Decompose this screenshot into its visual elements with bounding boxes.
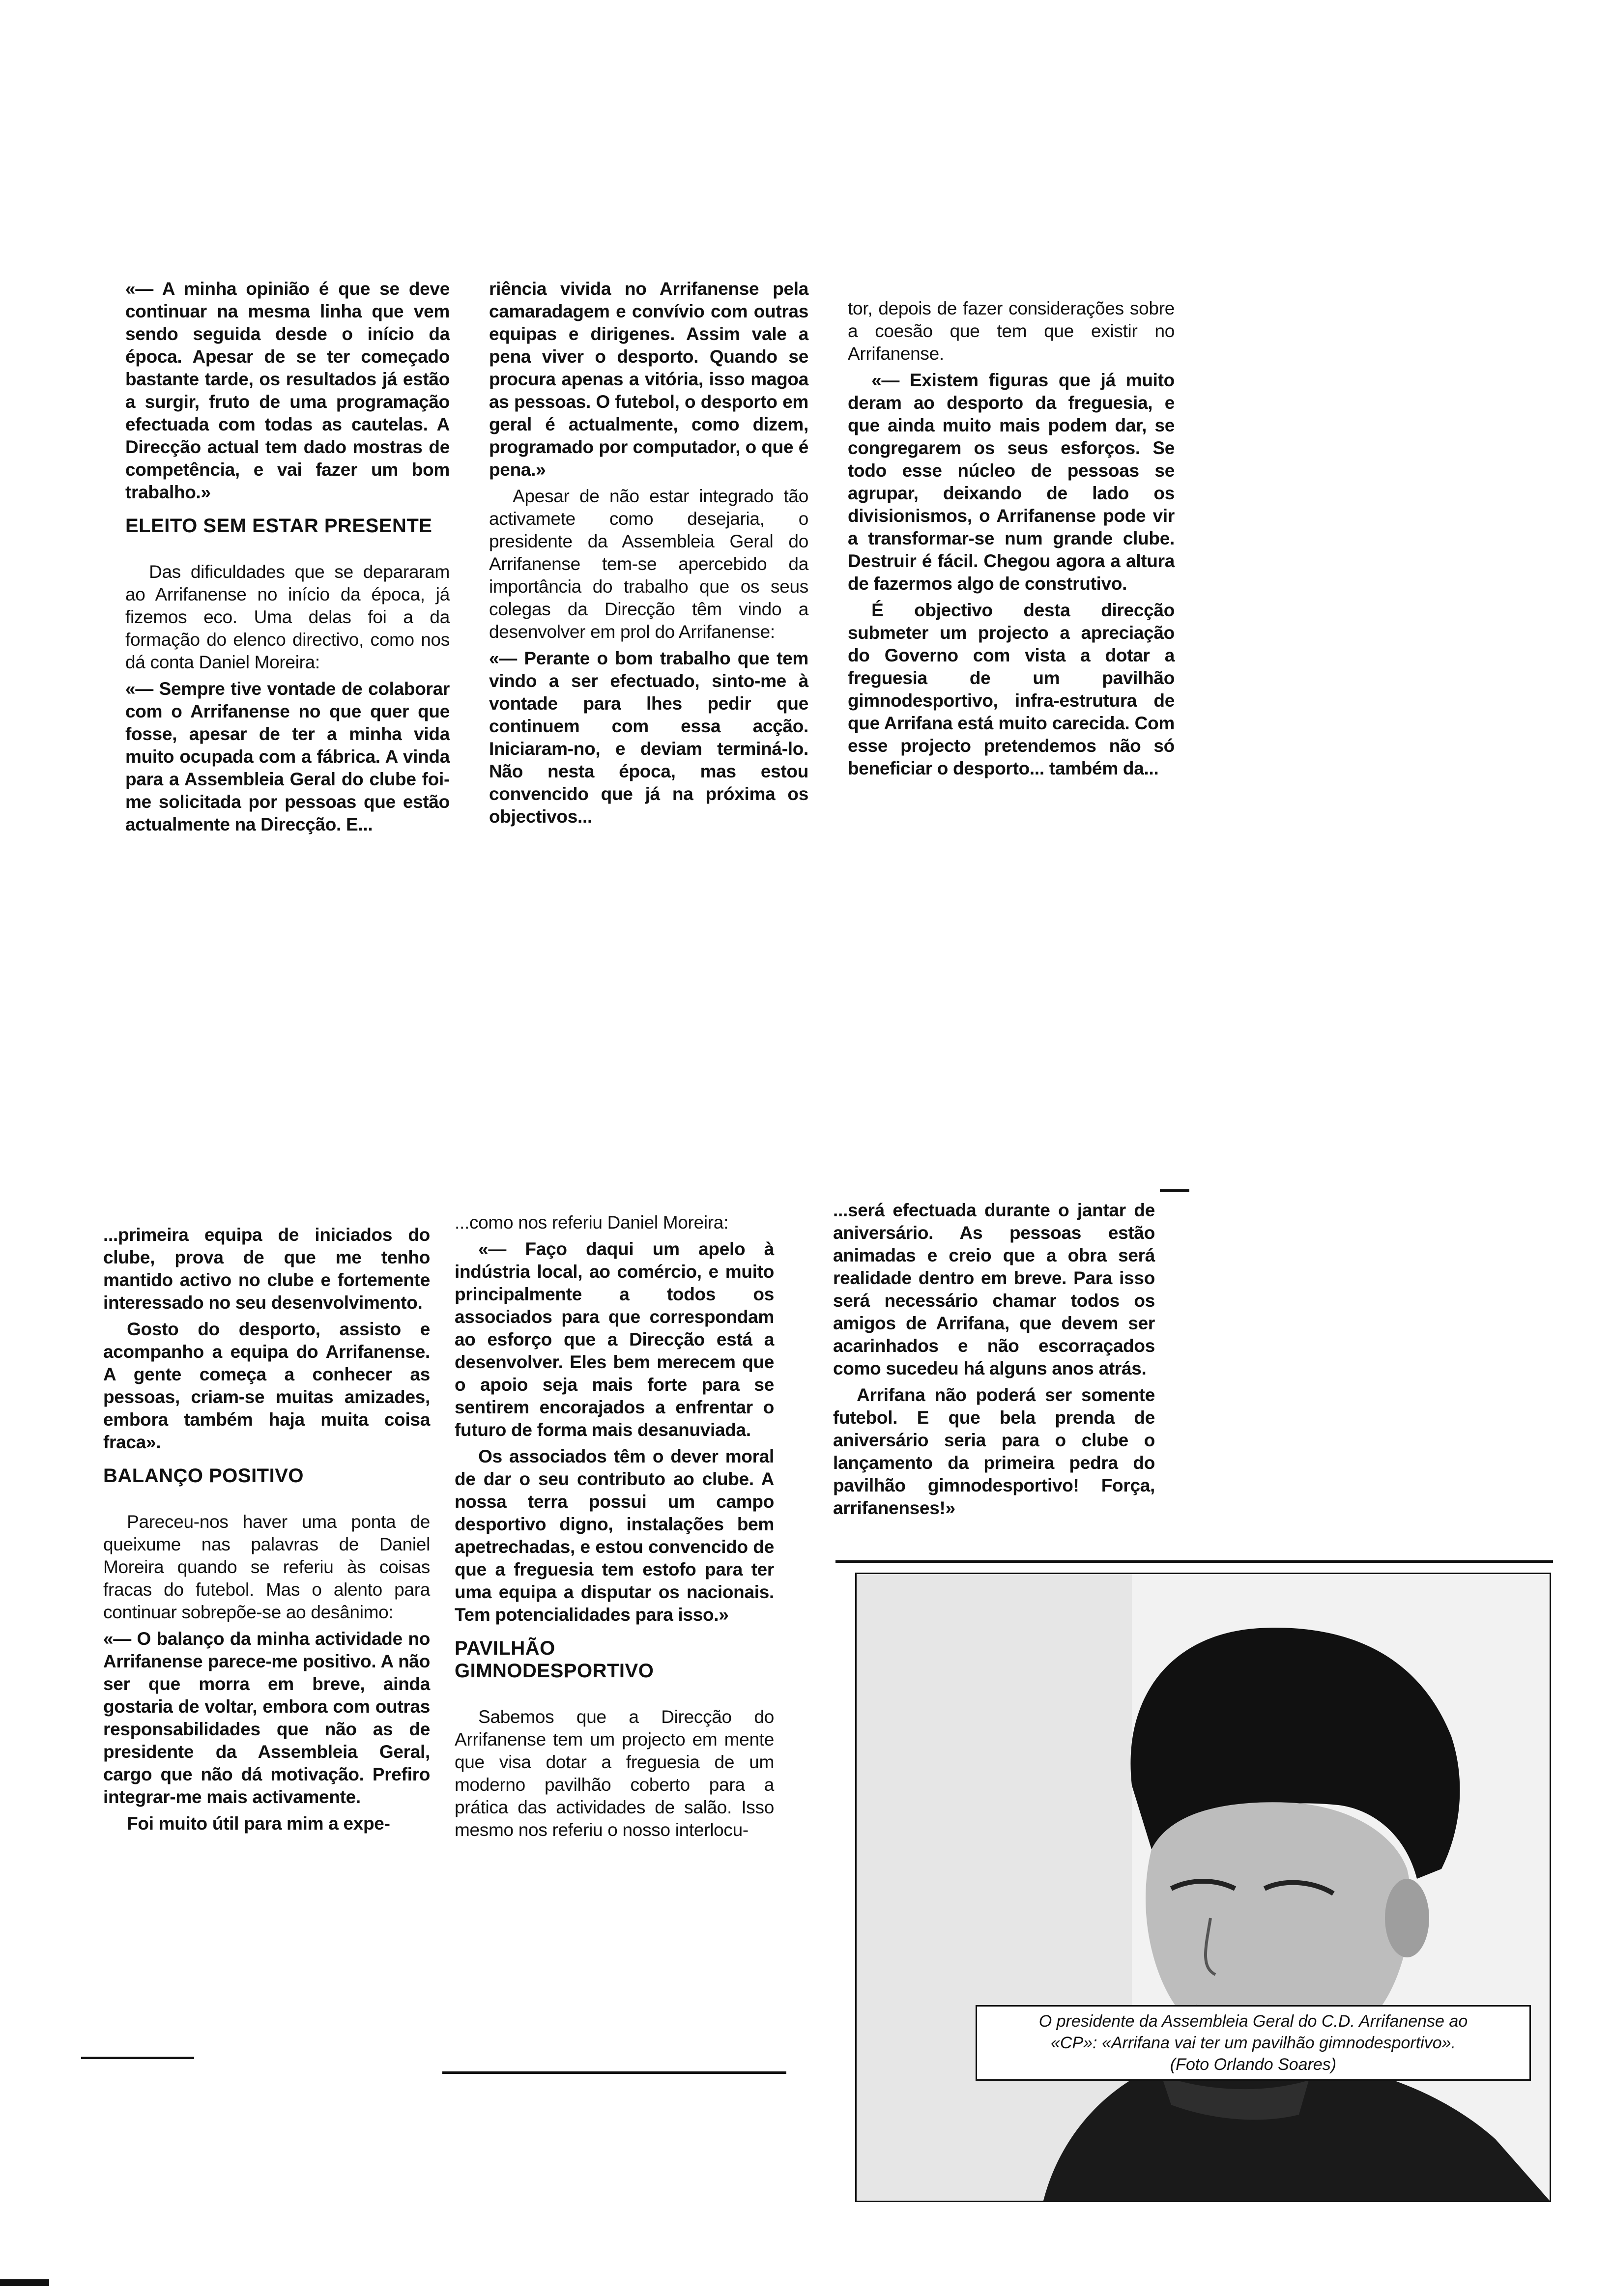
- top-column-1: [125, 278, 450, 840]
- top-col2-quote: riência vivida no Arrifanense pela camaradagem e convívio com outras equipas e dirigenes. Assim vale a pena viver o desporto. Quando se procura apenas a vitória, isso magoa as pessoas. O futebol, o desporto em geral é actualmente, como dizem, programado por computador, o que é pena.»: [489, 279, 808, 480]
- bottom-col3-quote-2: Arrifana não poderá ser somente futebol. E que bela prenda de aniversário seria para o clube o lançamento da primeira pedra do pavilhão gimnodesportivo! Força, arrifanenses!»: [833, 1385, 1155, 1518]
- portrait-image: [857, 1574, 1550, 2201]
- bottom-col3-quote: ...será efectuada durante o jantar de aniversário. As pessoas estão animadas e creio que a obra será realidade dentro em breve. Para isso será necessário chamar todos os amigos de Arrifana, que devem ser acarinhados e não escorraçados como sucedeu há alguns anos atrás.: [833, 1200, 1155, 1378]
- bottom-col2-quote-2: Os associados têm o dever moral de dar o seu contributo ao clube. A nossa terra possui um campo desportivo digno, instalações bem apetrechadas, e estou convencido de que a freguesia tem estofo para ter uma equipa a disputar os nacionais. Tem potencialidades para isso.»: [455, 1446, 774, 1625]
- caption-line-2: «CP»: «Arrifana vai ter um pavilhão gimnodesportivo».: [1051, 2034, 1456, 2052]
- bottom-col1-paragraph: Pareceu-nos haver uma ponta de queixume nas palavras de Daniel Moreira quando se referiu às coisas fracas do futebol. Mas o alento para continuar sobrepõe-se ao desânimo:: [103, 1512, 430, 1622]
- bottom-col1-quote-4: Foi muito útil para mim a expe-: [127, 1813, 390, 1834]
- rule-col1-bottom: [81, 2057, 194, 2059]
- top-col1-quote-2: «— Sempre tive vontade de colaborar com o Arrifanense no que quer que fosse, apesar de ter a minha vida muito ocupada com a fábrica. A vinda para a Assembleia Geral do clube foi-me solicitada por pessoas que estão actualmente na Direcção. E...: [125, 679, 450, 834]
- heading-pavilhao-line1: PAVILHÃO: [455, 1637, 555, 1659]
- bottom-col2-quote: «— Faço daqui um apelo à indústria local, ao comércio, e muito principalmente a todos os associados para que correspondam ao esforço que a Direcção está a desenvolver. Eles bem merecem que o apoio seja mais forte para se sentirem encorajados a enfrentar o futuro de forma mais desanuviada.: [455, 1239, 774, 1440]
- bottom-col1-quote-3: «— O balanço da minha actividade no Arrifanense parece-me positivo. A não ser que morra em breve, ainda gostaria de voltar, embora com outras responsabilidades que não as de presidente da Assembleia Geral, cargo que não dá motivação. Prefiro integrar-me mais activamente.: [103, 1629, 430, 1807]
- top-col3-quote-2: É objectivo desta direcção submeter um projecto a apreciação do Governo com vista a dotar a freguesia de um pavilhão gimnodesportivo, infra-estrutura de que Arrifana está muito carecida. Com esse projecto pretendemos não só beneficiar o desporto... também da...: [848, 600, 1175, 778]
- top-col3-quote: «— Existem figuras que já muito deram ao desporto da freguesia, e que ainda muito mais podem dar, se congregarem os seus esforços. Se todo esse núcleo de pessoas se agrupar, deixando de lado os divisionismos, o Arrifanense pode vir a transformar-se num grande clube. Destruir é fácil. Chegou agora a altura de fazermos algo de construtivo.: [848, 370, 1175, 594]
- bottom-column-3: [833, 1199, 1155, 1523]
- caption-line-1: O presidente da Assembleia Geral do C.D. Arrifanense ao: [1038, 2012, 1468, 2031]
- section-heading-balanco: BALANÇO POSITIVO: [103, 1465, 304, 1487]
- rule-photo-top: [835, 1560, 1553, 1563]
- bottom-col2-paragraph: Sabemos que a Direcção do Arrifanense tem um projecto em mente que visa dotar a freguesia de um moderno pavilhão coberto para a prática das actividades de salão. Isso mesmo nos referiu o nosso interlocu-: [455, 1707, 774, 1840]
- bottom-col1-quote-2: Gosto do desporto, assisto e acompanho a equipa do Arrifanense. A gente começa a conhecer as pessoas, criam-se muitas amizades, embora também haja muita coisa fraca».: [103, 1319, 430, 1452]
- rule-col3-top: [1160, 1189, 1189, 1192]
- corner-mark: [0, 2279, 49, 2286]
- portrait-photo: [855, 1573, 1551, 2202]
- bottom-column-2: [455, 1211, 774, 1845]
- bottom-column-1: [103, 1224, 430, 1839]
- top-col2-paragraph: Apesar de não estar integrado tão activamete como desejaria, o presidente da Assembleia Geral do Arrifanense tem-se apercebido da importância do trabalho que os seus colegas da Direcção têm vindo a desenvolver em prol do Arrifanense:: [489, 486, 808, 642]
- bottom-col2-lead: ...como nos referiu Daniel Moreira:: [455, 1212, 729, 1233]
- photo-caption: [976, 2005, 1531, 2081]
- bottom-col1-quote: ...primeira equipa de iniciados do clube, prova de que me tenho mantido activo no clube e fortemente interessado no seu desenvolvimento.: [103, 1225, 430, 1313]
- rule-col2-bottom: [442, 2071, 786, 2074]
- section-heading-eleito: ELEITO SEM ESTAR PRESENTE: [125, 515, 432, 537]
- top-col1-paragraph: Das dificuldades que se depararam ao Arrifanense no início da época, já fizemos eco. Uma delas foi a da formação do elenco directivo, como nos dá conta Daniel Moreira:: [125, 562, 450, 672]
- caption-line-3: (Foto Orlando Soares): [1170, 2055, 1337, 2074]
- heading-pavilhao-line2: GIMNODESPORTIVO: [455, 1660, 654, 1682]
- top-column-3: [848, 297, 1175, 784]
- top-column-2: [489, 278, 808, 832]
- top-col1-quote: «— A minha opinião é que se deve continuar na mesma linha que vem sendo seguida desde o início da época. Apesar de se ter começado bastante tarde, os resultados já estão a surgir, fruto de uma programação efectuada com todas as cautelas. A Direcção actual tem dado mostras de competência, e vai fazer um bom trabalho.»: [125, 279, 450, 502]
- top-col2-quote-2: «— Perante o bom trabalho que tem vindo a ser efectuado, sinto-me à vontade para lhes pedir que continuem com essa acção. Iniciaram-no, e deviam terminá-lo. Não nesta época, mas estou convencido que já na próxima os objectivos...: [489, 648, 808, 827]
- top-col3-paragraph: tor, depois de fazer considerações sobre a coesão que tem que existir no Arrifanense.: [848, 298, 1175, 364]
- section-heading-pavilhao: [455, 1637, 774, 1682]
